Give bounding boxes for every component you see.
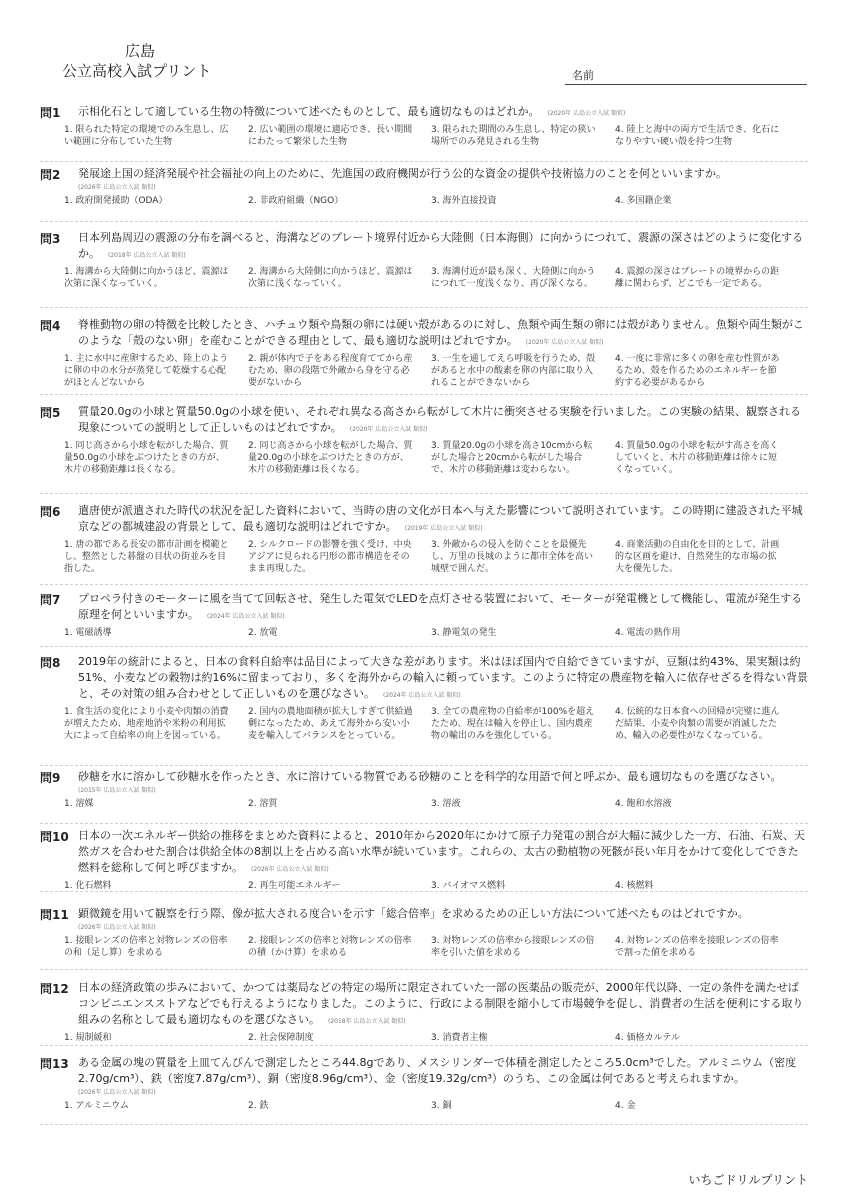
answer-options — [64, 798, 808, 812]
answer-option-4[interactable]: 4. 多国籍企業 — [615, 196, 672, 206]
question-text: ある金属の塊の質量を上皿てんびんで測定したところ44.8gであり、メスシリンダーで体積を測定したところ5.0cm³でした。アルミニウム（密度2.70g/cm³）、鉄（密度7.87g/cm³）、銅（密度8.96g/cm³）、金（密度19.32g/cm³）のうち、この金属は何であると考えられますか。 — [78, 1056, 797, 1085]
answer-options — [64, 627, 808, 641]
answer-options — [64, 1100, 808, 1114]
footer-brand: いちごドリルプリント — [688, 1173, 808, 1187]
question-text-wrapper — [78, 166, 808, 193]
answer-option-1[interactable]: 1. 同じ高さから小球を転がした場合、質量50.0gの小球をぶつけたときの方が、木片の移動距離は長くなる。 — [64, 441, 229, 475]
answer-option-2[interactable]: 2. 接眼レンズの倍率と対物レンズの倍率の積（かけ算）を求める — [248, 936, 412, 958]
question-number: 問6 — [40, 505, 61, 519]
question-source: (2018年 広島公立入試 類似) — [328, 1018, 406, 1025]
answer-option-3[interactable]: 3. 静電気の発生 — [431, 628, 497, 638]
answer-option-3[interactable]: 3. 限られた期間のみ生息し、特定の狭い場所でのみ発見される生物 — [431, 125, 596, 147]
answer-option-4[interactable]: 4. 飽和水溶液 — [615, 799, 672, 809]
answer-option-1[interactable]: 1. 唐の都である長安の都市計画を模範とし、整然とした碁盤の目状の街並みを目指した。 — [64, 540, 229, 574]
answer-option-3[interactable]: 3. 海溝付近が最も深く、大陸側に向かうにつれて一度浅くなり、再び深くなる。 — [431, 267, 596, 289]
question-text: 日本の経済政策の歩みにおいて、かつては薬局などの特定の場所に限定されていた一部の医薬品の販売が、2000年代以降、一定の条件を満たせばコンビニエンスストアなどでも行えるようになりました。このように、行政による制限を縮小して市場競争を促し、消費者の生活を便利にする取り組みの名称として最も適切なものを選びなさい。 — [78, 981, 804, 1026]
answer-options — [64, 195, 808, 209]
answer-option-2[interactable]: 2. 国内の農地面積が拡大しすぎて供給過剰になったため、あえて海外から安い小麦を輸入してバランスをとっている。 — [248, 707, 413, 741]
name-label: 名前 — [572, 69, 594, 82]
question-number: 問11 — [40, 908, 69, 922]
question-block — [40, 104, 808, 162]
answer-option-3[interactable]: 3. 質量20.0gの小球を高さ10cmから転がした場合と20cmから転がした場合で、木片の移動距離は変わらない。 — [431, 441, 593, 475]
answer-option-1[interactable]: 1. 接眼レンズの倍率と対物レンズの倍率の和（足し算）を求める — [64, 936, 228, 958]
answer-option-4[interactable]: 4. 震源の深さはプレートの境界からの距離に関わらず、どこでも一定である。 — [615, 267, 780, 289]
answer-option-3[interactable]: 3. 海外直接投資 — [431, 196, 497, 206]
answer-option-4[interactable]: 4. 質量50.0gの小球を転がす高さを高くしていくと、木片の移動距離は徐々に短くなっていく。 — [615, 441, 779, 475]
question-source: (2020年 広島公立入試 類似) — [525, 339, 604, 346]
answer-option-1[interactable]: 1. 政府開発援助（ODA） — [64, 196, 168, 206]
answer-option-4[interactable]: 4. 金 — [615, 1101, 636, 1111]
answer-option-2[interactable]: 2. 非政府組織（NGO） — [248, 196, 344, 206]
question-text: プロペラ付きのモーターに風を当てて回転させ、発生した電気でLEDを点灯させる装置において、モーターが発電機として機能し、電流が発生する原理を何といいますか。 — [78, 592, 803, 621]
question-number: 問2 — [40, 168, 61, 182]
question-source: (2024年 広島公立入試 類似) — [207, 613, 285, 620]
answer-option-4[interactable]: 4. 一度に非常に多くの卵を産む性質があるため、殻を作るためのエネルギーを節約する必要があるから — [615, 354, 780, 388]
answer-options — [64, 266, 808, 304]
answer-option-2[interactable]: 2. 放電 — [248, 628, 278, 638]
question-number: 問10 — [40, 830, 69, 844]
answer-option-2[interactable]: 2. 溶質 — [248, 799, 278, 809]
question-block — [40, 404, 808, 494]
question-block — [40, 980, 808, 1046]
question-text-wrapper — [78, 769, 808, 796]
question-text: 2019年の統計によると、日本の食料自給率は品目によって大きな差があります。米はほぼ国内で自給できていますが、豆類は約43%、果実類は約51%、小麦などの穀物は約16%に留まっており、多くを海外からの輸入に頼っています。このように特定の農産物を輸入に依存せざるを得ない背景と、その対策の組み合わせとして正しいものを選びなさい。 — [78, 655, 809, 700]
question-block — [40, 166, 808, 222]
question-separator — [40, 823, 808, 824]
question-source: (2024年 広島公立入試 類似) — [383, 692, 461, 699]
question-separator — [40, 1124, 808, 1125]
question-number: 問7 — [40, 593, 61, 607]
question-text-wrapper — [78, 654, 808, 704]
answer-option-1[interactable]: 1. アルミニウム — [64, 1101, 129, 1111]
question-text: 脊椎動物の卵の特徴を比較したとき、ハチュウ類や鳥類の卵には硬い殻があるのに対し、魚類や両生類の卵には殻がありません。魚類や両生類がこのような「殻のない卵」を産むことができる理由として、最も適切な説明はどれですか。 — [78, 318, 804, 347]
prefecture-heading: 広島 — [125, 42, 156, 60]
question-number: 問9 — [40, 771, 61, 785]
answer-option-3[interactable]: 3. 全ての農産物の自給率が100%を超えたため、現在は輸入を停止し、国内農産物の輸出のみを強化している。 — [431, 707, 595, 741]
question-source: (2020年 広島公立入試 類似) — [349, 426, 428, 433]
question-separator — [40, 221, 808, 222]
answer-option-3[interactable]: 3. 外敵からの侵入を防ぐことを最優先し、万里の長城のように都市全体を高い城壁で囲んだ。 — [431, 540, 594, 574]
answer-option-2[interactable]: 2. 同じ高さから小球を転がした場合、質量20.0gの小球をぶつけたときの方が、木片の移動距離は長くなる。 — [248, 441, 413, 475]
question-text-wrapper — [78, 503, 808, 537]
answer-option-1[interactable]: 1. 主に水中に産卵するため、陸上のように卵の中の水分が蒸発して乾燥する心配がほとんどないから — [64, 354, 229, 388]
question-block — [40, 317, 808, 395]
answer-option-3[interactable]: 3. 一生を通してえら呼吸を行うため、殻があると水中の酸素を卵の内部に取り入れることができないから — [431, 354, 596, 388]
question-block — [40, 769, 808, 824]
question-number: 問5 — [40, 406, 61, 420]
answer-options — [64, 1032, 808, 1046]
answer-option-1[interactable]: 1. 化石燃料 — [64, 881, 112, 891]
answer-option-4[interactable]: 4. 伝統的な日本食への回帰が完璧に進んだ結果、小麦や肉類の需要が消滅したため、輸入の必要性がなくなっている。 — [615, 707, 780, 741]
answer-option-2[interactable]: 2. 海溝から大陸側に向かうほど、震源は次第に浅くなっていく。 — [248, 267, 413, 289]
question-text-wrapper — [78, 104, 808, 122]
answer-option-3[interactable]: 3. 消費者主権 — [431, 1033, 488, 1043]
question-text: 遣唐使が派遣された時代の状況を記した資料において、当時の唐の文化が日本へ与えた影響について説明されています。この時期に建設された平城京などの都城建設の背景として、最も適切な説明はどれですか。 — [78, 504, 803, 533]
question-separator — [40, 1045, 808, 1046]
answer-option-2[interactable]: 2. 鉄 — [248, 1101, 269, 1111]
question-text: 日本の一次エネルギー供給の推移をまとめた資料によると、2010年から2020年にかけて原子力発電の割合が大幅に減少した一方、石油、石炭、天然ガスを合わせた割合は供給全体の8割以上を占める高い水準が続いています。これらの、太古の動植物の死骸が長い年月をかけて変化してできた燃料を総称して何と呼びますか。 — [78, 829, 805, 874]
answer-option-4[interactable]: 4. 商業活動の自由化を目的として、計画的な区画を避け、自然発生的な市場の拡大を優先した。 — [615, 540, 780, 574]
question-number: 問3 — [40, 232, 61, 246]
answer-option-3[interactable]: 3. 溶液 — [431, 799, 461, 809]
question-source: (2018年 広島公立入試 類似) — [108, 252, 186, 259]
question-text: 示相化石として適している生物の特徴について述べたものとして、最も適切なものはどれか。 — [78, 105, 540, 118]
question-block — [40, 591, 808, 647]
answer-options — [64, 935, 808, 961]
question-separator — [40, 161, 808, 162]
question-text-wrapper — [78, 828, 808, 878]
question-text-wrapper — [78, 591, 808, 625]
worksheet-title: 公立高校入試プリント — [62, 62, 212, 80]
question-number: 問1 — [40, 106, 61, 120]
question-text-wrapper — [78, 317, 808, 351]
question-source: (2026年 広島公立入試 類似) — [78, 184, 156, 191]
answer-option-3[interactable]: 3. 銅 — [431, 1101, 452, 1111]
question-text-wrapper — [78, 1055, 808, 1098]
question-block — [40, 503, 808, 585]
question-block — [40, 828, 808, 892]
question-source: (2026年 広島公立入試 類似) — [251, 866, 329, 873]
answer-option-1[interactable]: 1. 電磁誘導 — [64, 628, 112, 638]
question-separator — [40, 891, 808, 892]
answer-option-2[interactable]: 2. 再生可能エネルギー — [248, 881, 341, 891]
question-block — [40, 230, 808, 308]
question-source: (2015年 広島公立入試 類似) — [78, 787, 156, 794]
answer-option-1[interactable]: 1. 食生活の変化により小麦や肉類の消費が増えたため、地産地消や米粉の利用拡大によって自給率の向上を図っている。 — [64, 707, 229, 741]
question-source: (2019年 広島公立入試 類似) — [404, 525, 483, 532]
name-write-line — [565, 84, 807, 85]
answer-option-4[interactable]: 4. 核燃料 — [615, 881, 654, 891]
question-separator — [40, 307, 808, 308]
answer-option-3[interactable]: 3. バイオマス燃料 — [431, 881, 506, 891]
answer-options — [64, 124, 808, 150]
answer-options — [64, 539, 808, 577]
question-text: 日本列島周辺の震源の分布を調べると、海溝などのプレート境界付近から大陸側（日本海側）に向かうにつれて、震源の深さはどのように変化するか。 — [78, 231, 804, 260]
answer-options — [64, 353, 808, 391]
question-separator — [40, 493, 808, 494]
question-number: 問8 — [40, 656, 61, 670]
question-separator — [40, 765, 808, 766]
question-text-wrapper — [78, 404, 808, 438]
answer-options — [64, 440, 808, 490]
question-number: 問13 — [40, 1057, 69, 1071]
answer-options — [64, 706, 808, 758]
question-text: 発展途上国の経済発展や社会福祉の向上のために、先進国の政府機関が行う公的な資金の提供や技術協力のことを何といいますか。 — [78, 167, 727, 180]
answer-option-4[interactable]: 4. 電流の熱作用 — [615, 628, 681, 638]
question-separator — [40, 646, 808, 647]
question-number: 問12 — [40, 982, 69, 996]
question-text-wrapper — [78, 980, 808, 1030]
question-text: 質量20.0gの小球と質量50.0gの小球を使い、それぞれ異なる高さから転がして木片に衝突させる実験を行いました。この実験の結果、観察される現象についての説明として正しいものはどれですか。 — [78, 405, 801, 434]
question-text: 顕微鏡を用いて観察を行う際、像が拡大される度合いを示す「総合倍率」を求めるための正しい方法について述べたものはどれですか。 — [78, 907, 749, 920]
question-source: (2026年 広島公立入試 類似) — [78, 1089, 156, 1096]
answer-option-2[interactable]: 2. 社会保障制度 — [248, 1033, 314, 1043]
answer-option-2[interactable]: 2. シルクロードの影響を強く受け、中央アジアに見られる円形の都市構造をそのまま再現した。 — [248, 540, 412, 574]
question-text-wrapper — [78, 230, 808, 264]
answer-option-1[interactable]: 1. 規制緩和 — [64, 1033, 112, 1043]
question-source: (2026年 広島公立入試 類似) — [78, 924, 156, 931]
answer-option-4[interactable]: 4. 価格カルテル — [615, 1033, 680, 1043]
answer-option-2[interactable]: 2. 広い範囲の環境に適応でき、長い期間にわたって繁栄した生物 — [248, 125, 413, 147]
question-source: (2020年 広島公立入試 類似) — [547, 110, 626, 117]
question-block — [40, 906, 808, 970]
question-block — [40, 1055, 808, 1125]
answer-option-4[interactable]: 4. 対物レンズの倍率を接眼レンズの倍率で割った値を求める — [615, 936, 779, 958]
question-separator — [40, 584, 808, 585]
answer-option-4[interactable]: 4. 陸上と海中の両方で生活でき、化石になりやすい硬い殻を持つ生物 — [615, 125, 780, 147]
answer-option-1[interactable]: 1. 限られた特定の環境でのみ生息し、広い範囲に分布していた生物 — [64, 125, 229, 147]
question-separator — [40, 394, 808, 395]
question-text: 砂糖を水に溶かして砂糖水を作ったとき、水に溶けている物質である砂糖のことを科学的な用語で何と呼ぶか、最も適切なものを選びなさい。 — [78, 770, 782, 783]
answer-option-2[interactable]: 2. 親が体内で子をある程度育ててから産むため、卵の段階で外敵から身を守る必要がないから — [248, 354, 413, 388]
question-text-wrapper — [78, 906, 808, 933]
answer-option-1[interactable]: 1. 溶媒 — [64, 799, 94, 809]
answer-option-1[interactable]: 1. 海溝から大陸側に向かうほど、震源は次第に深くなっていく。 — [64, 267, 229, 289]
question-block — [40, 654, 808, 766]
question-separator — [40, 969, 808, 970]
question-number: 問4 — [40, 319, 61, 333]
answer-option-3[interactable]: 3. 対物レンズの倍率から接眼レンズの倍率を引いた値を求める — [431, 936, 595, 958]
